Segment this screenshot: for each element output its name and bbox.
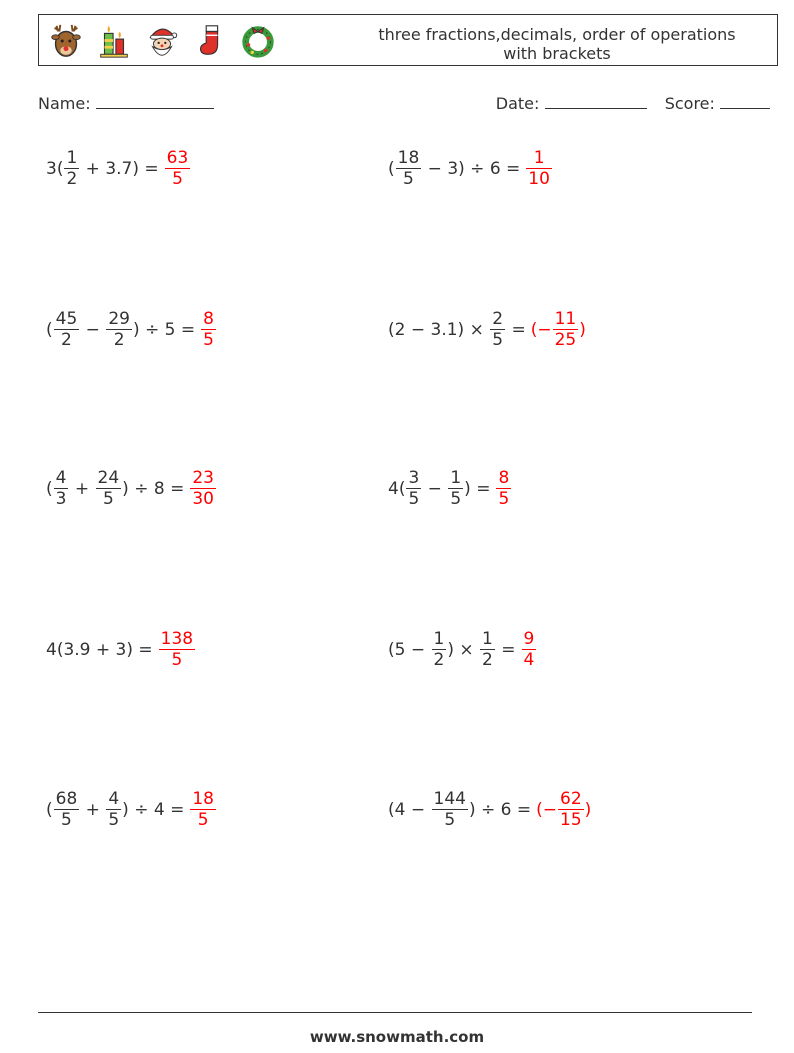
expression-text: − 3) ÷ 6 = [422,158,521,179]
answer [189,468,217,509]
reindeer-icon [47,22,85,60]
numerator: 4 [108,789,120,809]
footer-divider [38,1012,752,1013]
numerator: 62 [560,789,582,809]
fraction [190,468,216,509]
numerator: 18 [397,148,420,168]
denominator: 5 [165,168,191,189]
numerator: 1 [533,148,545,168]
numerator: 1 [66,148,78,168]
numerator: 18 [192,789,214,809]
denominator: 5 [96,488,122,509]
denominator: 5 [159,649,195,670]
numerator: 3 [408,468,420,488]
title-line-1: three fractions,decimals, order of operations [378,25,736,44]
wreath-icon [239,22,277,60]
expression-text: = [506,319,526,340]
fraction [96,468,122,509]
denominator: 2 [482,650,493,670]
numerator: 144 [433,789,466,809]
stocking-icon [191,22,229,60]
denominator: 2 [106,329,132,350]
denominator: 3 [55,489,67,509]
expression-text: ( [46,319,53,340]
numerator: 1 [433,629,445,649]
denominator: 5 [203,330,214,350]
answer [158,629,196,670]
denominator: 4 [523,650,535,670]
fraction [106,309,132,350]
expression-text: ) = [464,478,491,499]
answer [189,789,217,830]
problem-4 [388,309,586,350]
answer [525,148,553,189]
expression-text: − [80,319,106,340]
problem-8 [388,629,537,670]
footer-site: www.snowmath.com [309,1028,485,1046]
date-score-fields [496,94,770,113]
expression-text: ( [46,799,53,820]
denominator: 5 [108,810,120,830]
expression-text: (4 − [388,799,431,820]
name-field[interactable] [38,94,214,113]
fraction [496,468,511,509]
problem-5 [46,468,217,509]
numerator: 2 [492,309,504,329]
expression-text: ) × [447,639,480,660]
expression-text: 4(3.9 + 3) = [46,639,153,660]
problem-10 [388,789,591,830]
denominator: 5 [498,489,510,509]
fraction [406,468,421,509]
fraction [553,309,579,350]
denominator: 5 [432,809,468,830]
fraction [522,629,537,670]
score-blank[interactable] [720,94,770,109]
numerator: 68 [55,789,78,809]
expression-text: + [69,478,95,499]
answer-close: ) [579,319,586,340]
numerator: 1 [482,629,493,649]
worksheet-header [38,14,778,66]
numerator: 4 [55,468,67,488]
numerator: 29 [108,309,130,329]
fraction [165,148,191,189]
worksheet-title [347,25,767,63]
expression-text: ) ÷ 4 = [122,799,185,820]
denominator: 10 [528,169,550,189]
fraction [159,629,195,670]
denominator: 2 [66,169,78,189]
answer-close: ) [584,799,592,820]
expression-text: ) ÷ 8 = [122,478,185,499]
expression-text: + 3.7) = [80,158,159,179]
fraction [396,148,422,189]
denominator: 2 [54,329,80,350]
expression-text: ( [46,478,53,499]
fraction [480,629,495,670]
problem-1 [46,148,191,189]
expression-text: 3( [46,158,64,179]
numerator: 11 [554,309,577,329]
denominator: 5 [190,809,216,830]
numerator: 138 [160,629,194,649]
answer [200,309,217,350]
fraction [54,468,69,509]
expression-text: 4( [388,478,406,499]
denominator: 30 [192,489,214,509]
denominator: 2 [433,650,445,670]
problem-3 [46,309,217,350]
denominator: 5 [54,809,80,830]
problem-9 [46,789,217,830]
denominator: 5 [450,489,462,509]
answer-sign: (− [530,319,552,340]
denominator: 25 [554,330,577,350]
answer [521,629,538,670]
fraction [190,789,216,830]
fraction [558,789,584,830]
fraction [432,789,468,830]
expression-text: ) ÷ 5 = [132,319,196,340]
problem-2 [388,148,553,189]
answer [536,789,591,830]
candles-icon [95,22,133,60]
denominator: 5 [396,168,422,189]
fraction [201,309,216,350]
fraction [106,789,121,830]
date-label: Date: [495,94,540,113]
expression-text: + [80,799,106,820]
name-blank[interactable] [96,94,214,109]
name-label: Name: [38,94,91,113]
denominator: 15 [560,810,582,830]
numerator: 1 [450,468,462,488]
fraction [54,789,80,830]
title-line-2: with brackets [503,44,611,63]
santa-icon [143,22,181,60]
problem-6 [388,468,512,509]
answer-sign: (− [536,799,557,820]
numerator: 45 [55,309,78,329]
denominator: 5 [408,489,420,509]
expression-text: ( [388,158,395,179]
problem-7 [46,629,196,670]
answer [164,148,192,189]
score-label: Score: [664,94,715,113]
fraction [490,309,505,350]
numerator: 24 [97,468,120,488]
fraction [54,309,80,350]
fraction [526,148,552,189]
answer [495,468,512,509]
fraction [448,468,463,509]
numerator: 8 [498,468,510,488]
expression-text: − [422,478,448,499]
icon-row [47,22,277,60]
expression-text: ) ÷ 6 = [468,799,532,820]
expression-text: (2 − 3.1) × [388,319,490,340]
numerator: 8 [203,309,214,329]
expression-text: (5 − [388,639,431,660]
fraction [64,148,79,189]
answer [531,309,586,350]
numerator: 9 [523,629,535,649]
fraction [432,629,447,670]
date-blank[interactable] [545,94,647,109]
expression-text: = [495,639,516,660]
denominator: 5 [492,330,504,350]
numerator: 63 [166,148,189,168]
numerator: 23 [192,468,214,488]
